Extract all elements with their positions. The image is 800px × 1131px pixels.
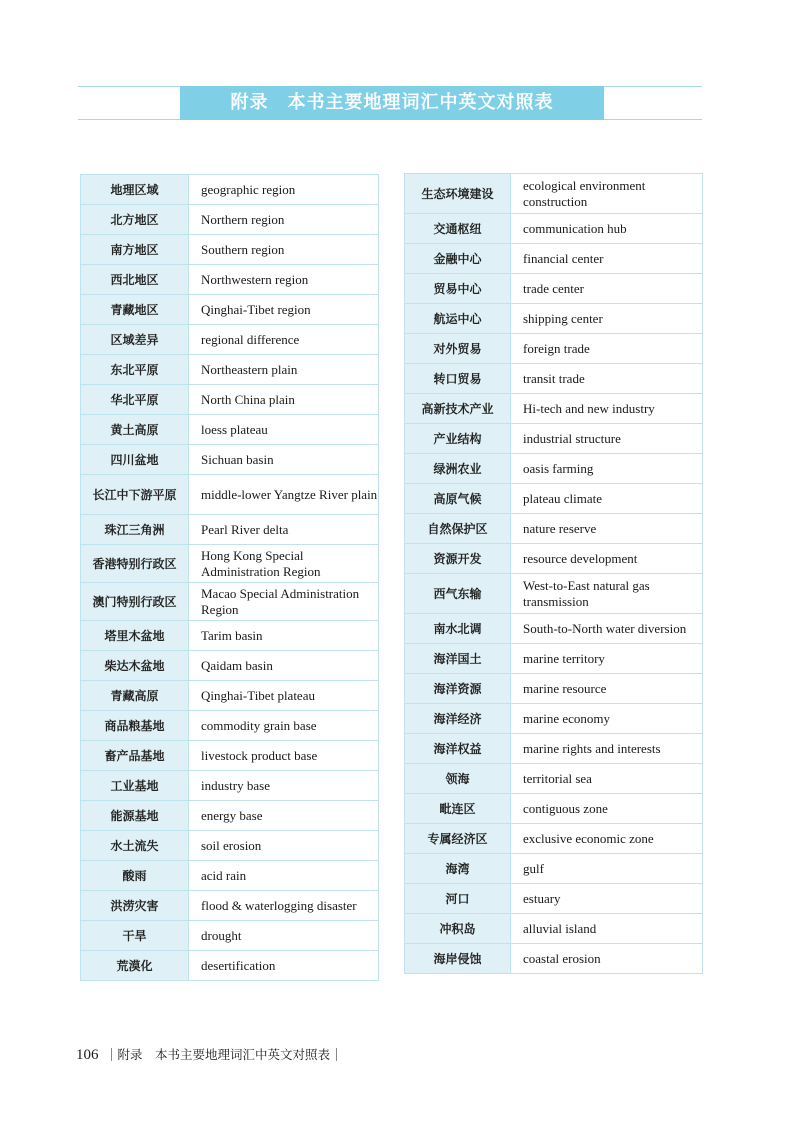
page-number: 106 (76, 1047, 99, 1063)
english-term: Sichuan basin (189, 445, 379, 475)
chinese-term: 生态环境建设 (405, 174, 511, 214)
table-row (405, 884, 703, 914)
table-row (405, 944, 703, 974)
chinese-term: 毗连区 (405, 794, 511, 824)
english-term: Southern region (189, 235, 379, 265)
chinese-term: 西北地区 (81, 265, 189, 295)
chinese-term: 畜产品基地 (81, 741, 189, 771)
chinese-term: 海洋国土 (405, 644, 511, 674)
page-title: 附录 本书主要地理词汇中英文对照表 (180, 86, 604, 120)
table-row (405, 734, 703, 764)
table-row (81, 385, 379, 415)
chinese-term: 自然保护区 (405, 514, 511, 544)
table-row (405, 244, 703, 274)
table-row (405, 574, 703, 614)
chinese-term: 水土流失 (81, 831, 189, 861)
chinese-term: 青藏高原 (81, 681, 189, 711)
chinese-term: 海湾 (405, 854, 511, 884)
english-term: drought (189, 921, 379, 951)
english-term: Hi-tech and new industry (511, 394, 703, 424)
table-row (81, 205, 379, 235)
english-term: industrial structure (511, 424, 703, 454)
table-row (81, 681, 379, 711)
table-row (405, 274, 703, 304)
chinese-term: 对外贸易 (405, 334, 511, 364)
chinese-term: 青藏地区 (81, 295, 189, 325)
glossary-table-left (80, 174, 379, 981)
chinese-term: 酸雨 (81, 861, 189, 891)
chinese-term: 贸易中心 (405, 274, 511, 304)
english-term: contiguous zone (511, 794, 703, 824)
english-term: Tarim basin (189, 621, 379, 651)
table-row (81, 355, 379, 385)
english-term: Northwestern region (189, 265, 379, 295)
chinese-term: 商品粮基地 (81, 711, 189, 741)
english-term: marine territory (511, 644, 703, 674)
table-row (81, 515, 379, 545)
chinese-term: 华北平原 (81, 385, 189, 415)
glossary-table-right (404, 173, 703, 974)
table-row (81, 861, 379, 891)
table-row (81, 711, 379, 741)
table-row (81, 621, 379, 651)
chinese-term: 交通枢纽 (405, 214, 511, 244)
table-row (405, 674, 703, 704)
english-term: geographic region (189, 175, 379, 205)
footer-divider (336, 1048, 337, 1061)
english-term: financial center (511, 244, 703, 274)
english-term: marine economy (511, 704, 703, 734)
table-row (405, 914, 703, 944)
table-row (81, 921, 379, 951)
chinese-term: 海岸侵蚀 (405, 944, 511, 974)
chinese-term: 领海 (405, 764, 511, 794)
table-row (81, 891, 379, 921)
table-row (81, 831, 379, 861)
chinese-term: 产业结构 (405, 424, 511, 454)
english-term: gulf (511, 854, 703, 884)
english-term: oasis farming (511, 454, 703, 484)
table-row (81, 951, 379, 981)
table-row (81, 445, 379, 475)
english-term: Hong Kong Special Administration Region (189, 545, 379, 583)
table-row (81, 415, 379, 445)
english-term: Macao Special Administration Region (189, 583, 379, 621)
table-row (405, 794, 703, 824)
chinese-term: 金融中心 (405, 244, 511, 274)
english-term: coastal erosion (511, 944, 703, 974)
chinese-term: 干旱 (81, 921, 189, 951)
table-row (405, 424, 703, 454)
chinese-term: 绿洲农业 (405, 454, 511, 484)
chinese-term: 海洋经济 (405, 704, 511, 734)
english-term: Northeastern plain (189, 355, 379, 385)
chinese-term: 荒漠化 (81, 951, 189, 981)
table-row (81, 265, 379, 295)
table-row (405, 484, 703, 514)
english-term: resource development (511, 544, 703, 574)
table-row (405, 764, 703, 794)
english-term: trade center (511, 274, 703, 304)
english-term: livestock product base (189, 741, 379, 771)
table-row (81, 771, 379, 801)
english-term: territorial sea (511, 764, 703, 794)
chinese-term: 长江中下游平原 (81, 475, 189, 515)
chinese-term: 南方地区 (81, 235, 189, 265)
english-term: Qaidam basin (189, 651, 379, 681)
english-term: North China plain (189, 385, 379, 415)
chinese-term: 柴达木盆地 (81, 651, 189, 681)
chinese-term: 能源基地 (81, 801, 189, 831)
chinese-term: 西气东输 (405, 574, 511, 614)
table-row (81, 295, 379, 325)
english-term: transit trade (511, 364, 703, 394)
english-term: communication hub (511, 214, 703, 244)
chinese-term: 珠江三角洲 (81, 515, 189, 545)
english-term: middle-lower Yangtze River plain (189, 475, 379, 515)
english-term: regional difference (189, 325, 379, 355)
english-term: estuary (511, 884, 703, 914)
chinese-term: 香港特别行政区 (81, 545, 189, 583)
chinese-term: 南水北调 (405, 614, 511, 644)
english-term: Qinghai-Tibet plateau (189, 681, 379, 711)
chinese-term: 区域差异 (81, 325, 189, 355)
english-term: commodity grain base (189, 711, 379, 741)
table-row (81, 175, 379, 205)
english-term: Northern region (189, 205, 379, 235)
table-row (405, 214, 703, 244)
chinese-term: 北方地区 (81, 205, 189, 235)
chinese-term: 河口 (405, 884, 511, 914)
chinese-term: 资源开发 (405, 544, 511, 574)
chinese-term: 高原气候 (405, 484, 511, 514)
english-term: foreign trade (511, 334, 703, 364)
table-row (81, 235, 379, 265)
table-row (81, 475, 379, 515)
chinese-term: 高新技术产业 (405, 394, 511, 424)
table-row (81, 545, 379, 583)
chinese-term: 洪涝灾害 (81, 891, 189, 921)
english-term: soil erosion (189, 831, 379, 861)
table-row (405, 514, 703, 544)
chinese-term: 海洋资源 (405, 674, 511, 704)
table-row (81, 325, 379, 355)
english-term: shipping center (511, 304, 703, 334)
chinese-term: 专属经济区 (405, 824, 511, 854)
table-row (405, 174, 703, 214)
table-row (405, 334, 703, 364)
chinese-term: 海洋权益 (405, 734, 511, 764)
chinese-term: 地理区域 (81, 175, 189, 205)
english-term: South-to-North water diversion (511, 614, 703, 644)
english-term: Pearl River delta (189, 515, 379, 545)
table-row (81, 651, 379, 681)
chinese-term: 东北平原 (81, 355, 189, 385)
english-term: ecological environment construction (511, 174, 703, 214)
table-row (405, 544, 703, 574)
chinese-term: 冲积岛 (405, 914, 511, 944)
table-row (81, 583, 379, 621)
table-row (405, 364, 703, 394)
english-term: plateau climate (511, 484, 703, 514)
table-row (405, 454, 703, 484)
english-term: desertification (189, 951, 379, 981)
footer-divider (111, 1048, 112, 1061)
table-row (405, 614, 703, 644)
english-term: exclusive economic zone (511, 824, 703, 854)
chinese-term: 转口贸易 (405, 364, 511, 394)
table-row (405, 644, 703, 674)
english-term: acid rain (189, 861, 379, 891)
chinese-term: 塔里木盆地 (81, 621, 189, 651)
english-term: energy base (189, 801, 379, 831)
table-row (405, 394, 703, 424)
english-term: West-to-East natural gas transmission (511, 574, 703, 614)
chinese-term: 澳门特别行政区 (81, 583, 189, 621)
chinese-term: 四川盆地 (81, 445, 189, 475)
page-footer (76, 1046, 343, 1064)
english-term: loess plateau (189, 415, 379, 445)
table-row (405, 304, 703, 334)
english-term: alluvial island (511, 914, 703, 944)
table-row (81, 741, 379, 771)
table-row (405, 704, 703, 734)
chinese-term: 航运中心 (405, 304, 511, 334)
chinese-term: 黄土高原 (81, 415, 189, 445)
english-term: flood & waterlogging disaster (189, 891, 379, 921)
table-row (405, 854, 703, 884)
english-term: marine rights and interests (511, 734, 703, 764)
english-term: nature reserve (511, 514, 703, 544)
english-term: Qinghai-Tibet region (189, 295, 379, 325)
table-row (405, 824, 703, 854)
footer-section-title: 附录 本书主要地理词汇中英文对照表 (117, 1047, 331, 1062)
table-row (81, 801, 379, 831)
english-term: industry base (189, 771, 379, 801)
chinese-term: 工业基地 (81, 771, 189, 801)
english-term: marine resource (511, 674, 703, 704)
